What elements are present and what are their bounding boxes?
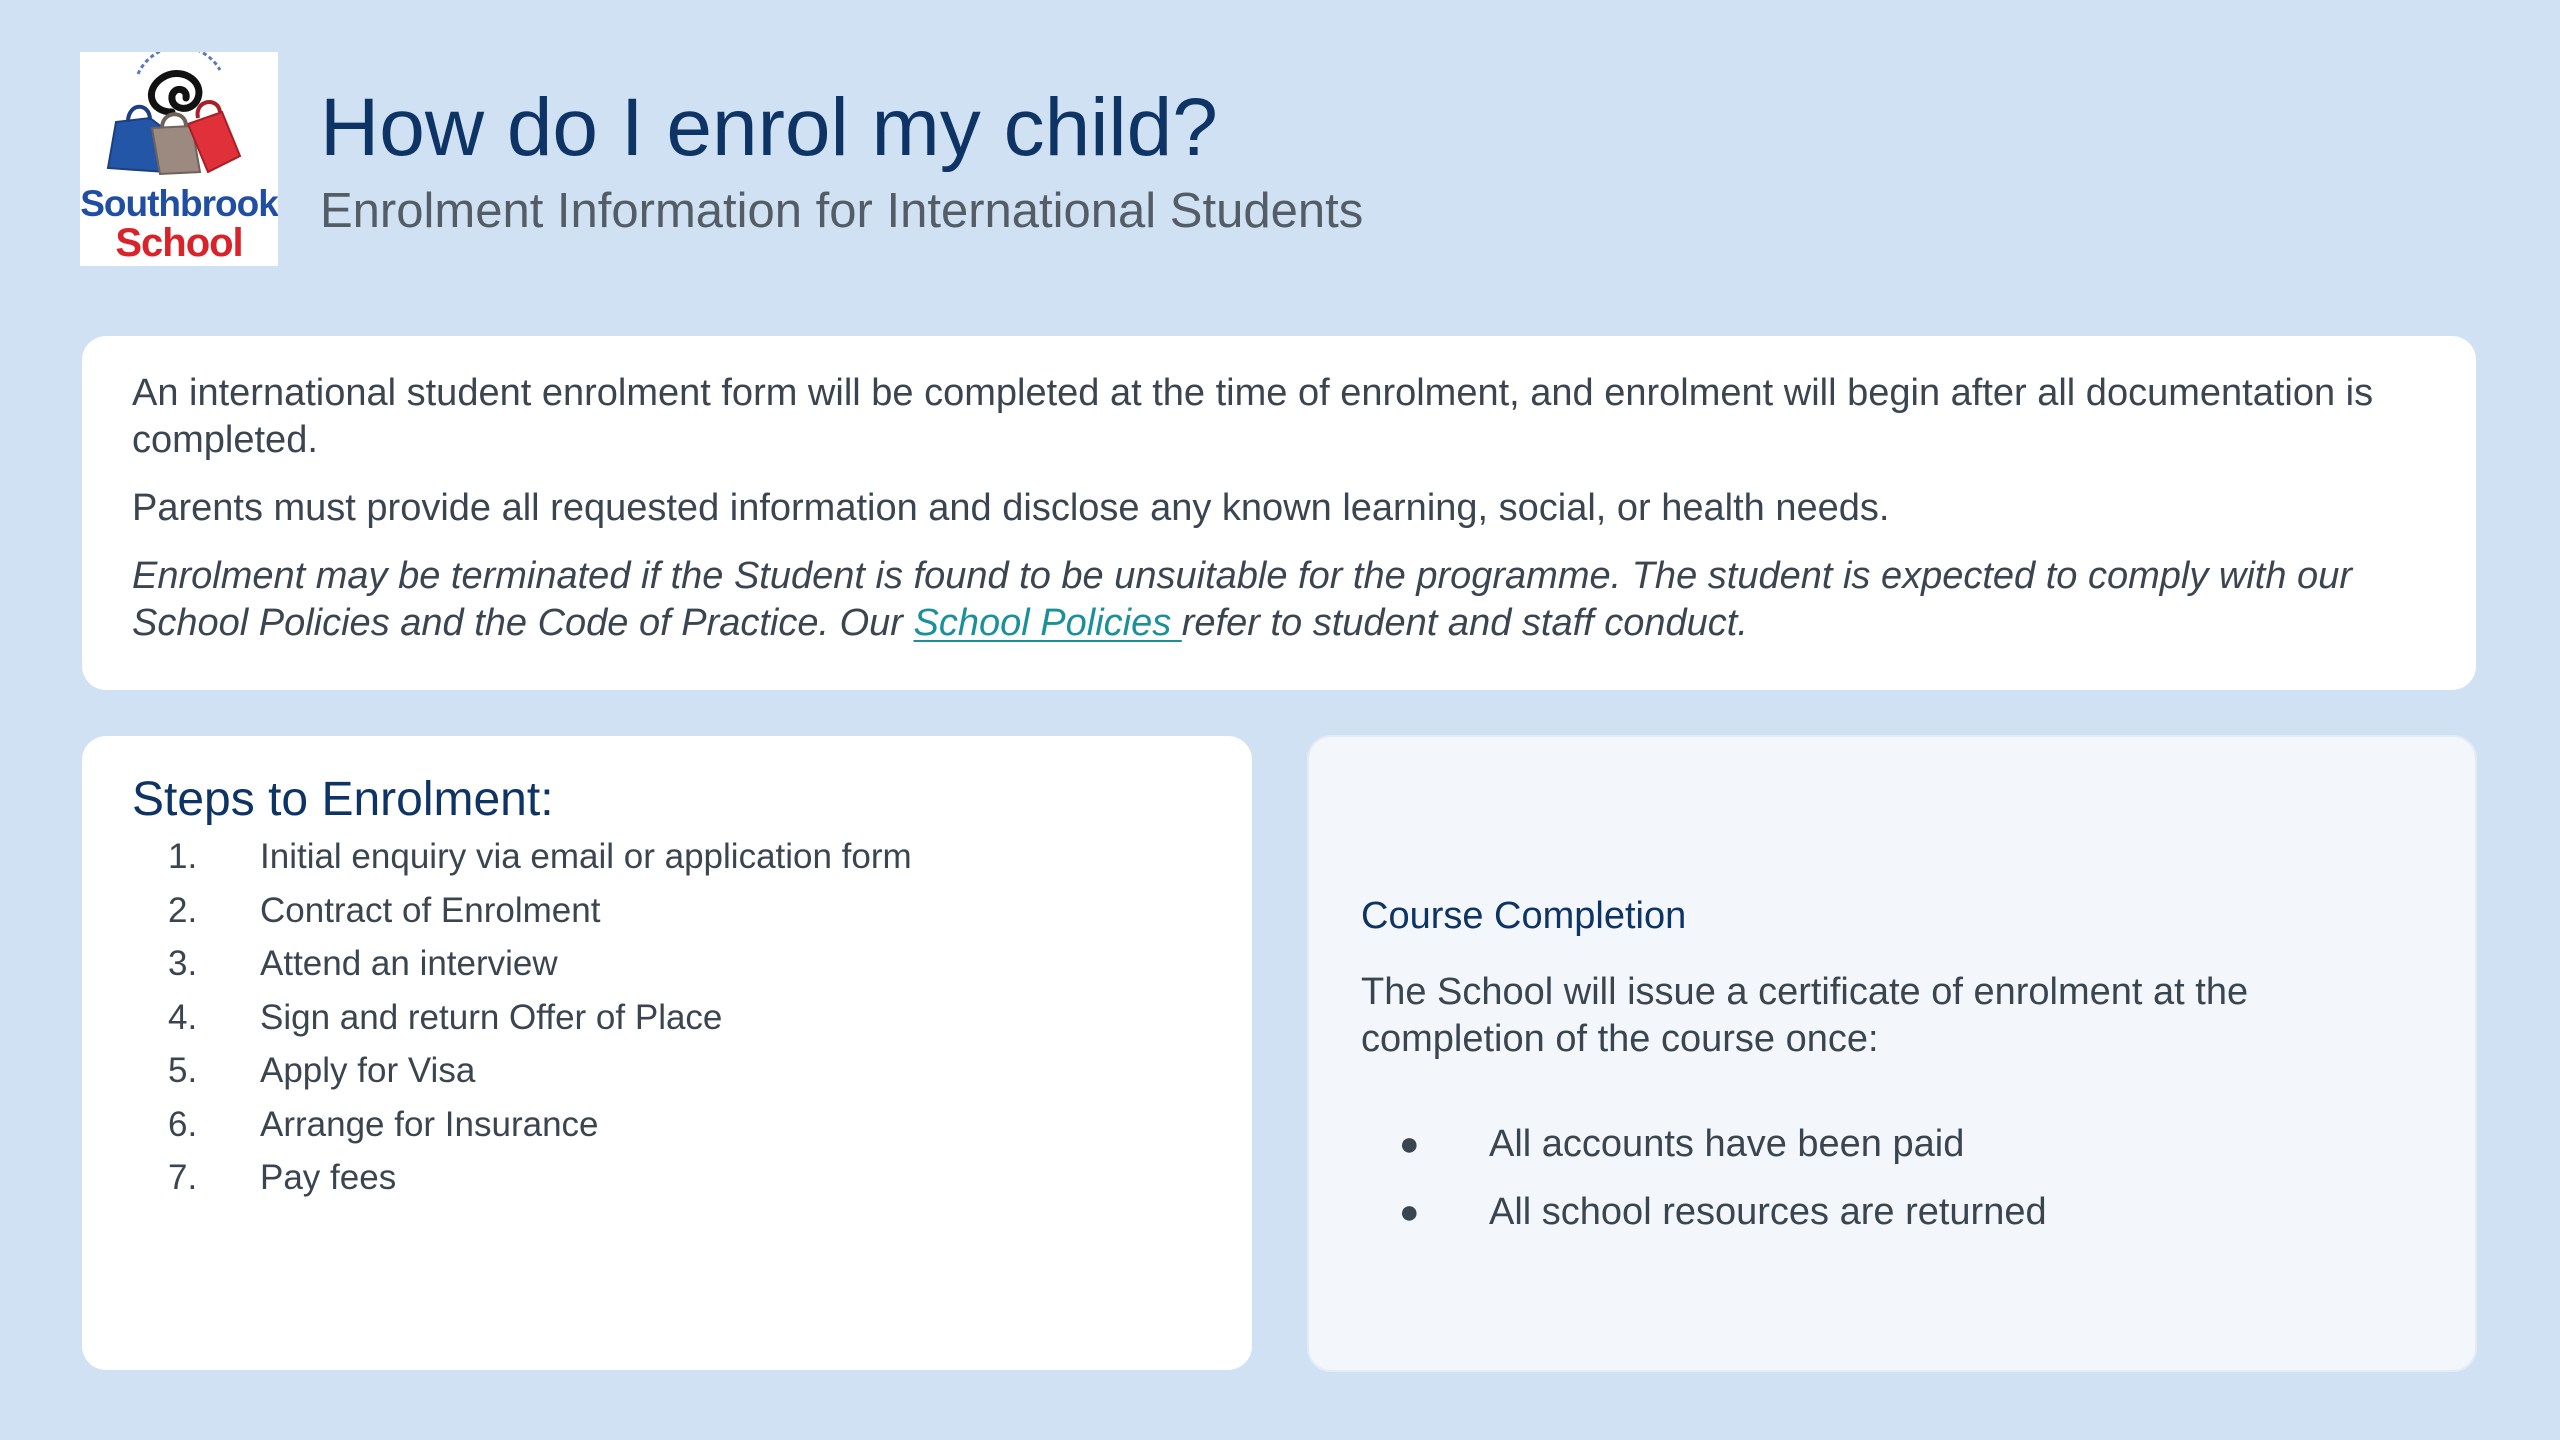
step-item <box>132 1151 1202 1205</box>
parent-disclosure-paragraph: Parents must provide all requested information and disclose any known learning, social, or health needs. <box>132 487 1890 529</box>
steps-list <box>132 830 1202 1205</box>
step-number: 6. <box>168 1104 198 1144</box>
step-label: Initial enquiry via email or application form <box>260 837 912 876</box>
school-bags-emblem-icon <box>80 52 278 192</box>
step-item <box>132 991 1202 1045</box>
termination-policy-text: Enrolment may be terminated if the Student is found to be unsuitable for the programme. The student is expected to comply with our School Policies and the Code of Practice. Our <box>132 555 2352 644</box>
step-label: Contract of Enrolment <box>260 890 601 930</box>
termination-policy-text-end: refer to student and staff conduct. <box>1181 602 1748 644</box>
school-policies-link[interactable]: School Policies <box>913 602 1182 644</box>
step-label: Arrange for Insurance <box>260 1104 599 1144</box>
bullet-dot-icon: ● <box>1399 1193 1420 1231</box>
course-completion-title: Course Completion <box>1361 895 1687 937</box>
completion-bullet-item <box>1361 1187 2047 1237</box>
logo-school-name-line1: Southbrook <box>80 183 278 224</box>
step-label: Sign and return Offer of Place <box>260 997 723 1037</box>
step-number: 4. <box>168 997 198 1037</box>
step-number: 5. <box>168 1051 198 1090</box>
completion-bullet-item <box>1361 1119 1964 1169</box>
step-item <box>132 884 1202 938</box>
enrolment-form-paragraph: An international student enrolment form will be completed at the time of enrolment, and enrolment will begin after all documentation is completed. <box>132 372 2374 461</box>
steps-title: Steps to Enrolment: <box>132 773 554 826</box>
step-label: Apply for Visa <box>260 1051 476 1090</box>
step-label: Attend an interview <box>260 944 558 983</box>
bullet-dot-icon: ● <box>1399 1125 1420 1163</box>
step-item <box>132 1098 1202 1152</box>
step-item <box>132 937 1202 991</box>
enrolment-info-card <box>82 336 2476 690</box>
step-number: 2. <box>168 890 198 930</box>
completion-bullet-label: All school resources are returned <box>1489 1191 2047 1233</box>
step-item <box>132 830 1202 884</box>
step-label: Pay fees <box>260 1158 397 1197</box>
certificate-paragraph: The School will issue a certificate of enrolment at the completion of the course once: <box>1361 971 2249 1060</box>
school-logo <box>80 52 278 266</box>
logo-school-name-line2: School <box>115 221 243 265</box>
steps-to-enrolment-card <box>82 736 1252 1370</box>
completion-bullet-label: All accounts have been paid <box>1489 1123 1965 1165</box>
page-title: How do I enrol my child? <box>320 82 1218 173</box>
termination-policy-paragraph <box>132 553 2426 647</box>
step-number: 1. <box>168 837 198 876</box>
step-number: 3. <box>168 944 198 983</box>
step-item <box>132 1044 1202 1098</box>
course-completion-card <box>1307 735 2477 1372</box>
page-subtitle: Enrolment Information for International Students <box>320 184 1364 238</box>
step-number: 7. <box>168 1158 198 1197</box>
